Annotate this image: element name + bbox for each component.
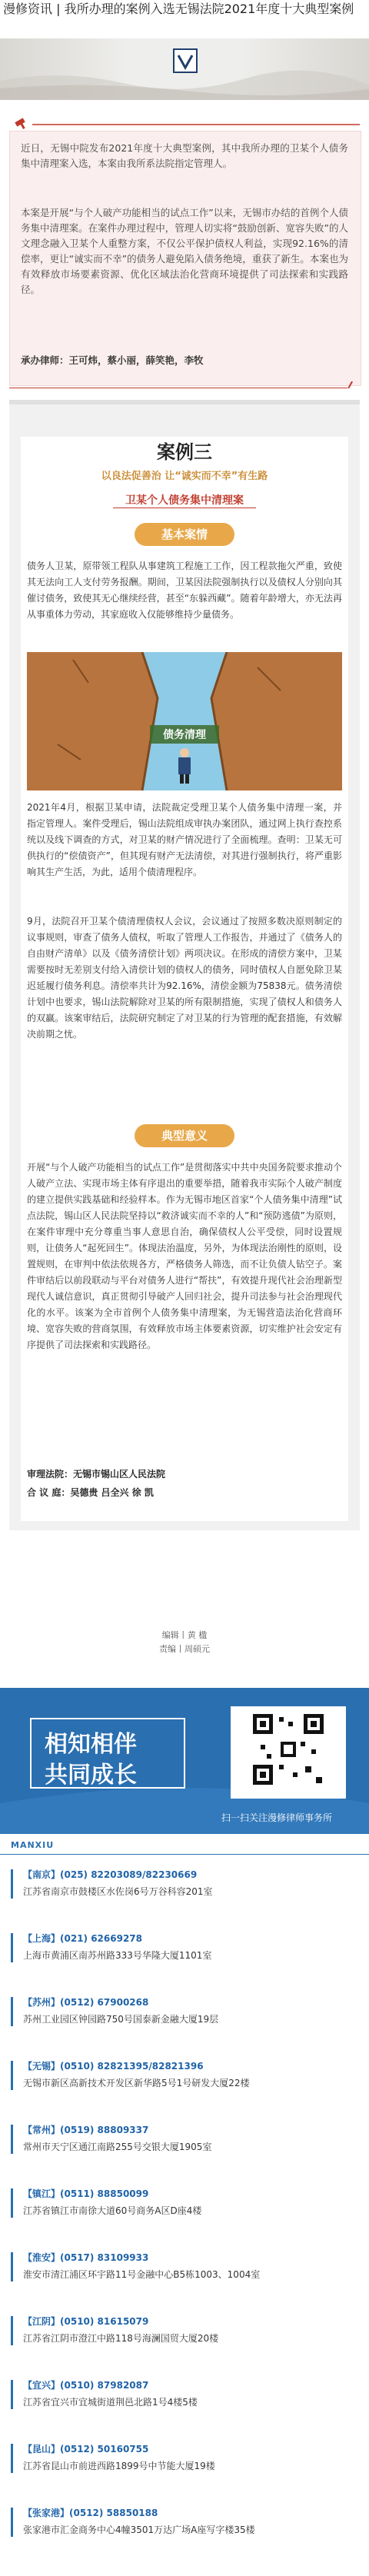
office-address: 江苏省南京市鼓楼区水佐岗6号万谷科容201室 [23,1886,213,1897]
office-name-phone [23,2506,158,2519]
intro-paragraph-1: 近日，无锡中院发布2021年度十大典型案例，其中我所办理的卫某个人债务集中清理案入选，本案由我所系法院指定管理人。 [21,142,348,169]
office-name: 【淮安】 [23,2252,61,2263]
office-name-phone [23,1868,197,1881]
office-name-phone [23,2123,148,2136]
case-section [9,400,360,1530]
location-marker-icon [11,2444,21,2473]
office-item [0,2053,369,2105]
case-card [21,437,348,1521]
case-subtitle: 以良法促善治 让“诚实而不幸”有生路 [101,471,268,482]
office-list [0,1862,369,2569]
location-marker-icon [11,2508,21,2537]
header-banner [0,38,369,100]
case-heading: 案例三 [157,441,212,463]
office-address: 苏州工业园区钟园路750号国泰新金融大厦19层 [23,2014,219,2025]
office-name-phone [23,2378,148,2391]
office-phone[interactable]: (021) 62669278 [60,1933,143,1944]
article-title: 漫修资讯 | 我所办理的案例入选无锡法院2021年度十大典型案例 [3,2,354,16]
office-name: 【南京】 [23,1869,61,1880]
reviewer-credit: 责编丨周硕元 [159,1644,210,1654]
office-name: 【江阴】 [23,2316,61,2327]
office-name: 【上海】 [23,1933,61,1944]
office-item [0,2308,369,2361]
case-title: 卫某个人债务集中清理案 [125,494,244,507]
location-marker-icon [11,2252,21,2281]
office-address: 江苏省镇江市南徐大道60号商务A区D座4楼 [23,2205,202,2216]
office-name: 【张家港】 [23,2508,70,2518]
brand-divider [0,1854,369,1855]
basic-paragraph-1: 债务人卫某，原带领工程队从事建筑工程施工工作，因工程款拖欠严重，致使其无法向工人支付劳务报酬。期间，卫某因法院强制执行以及债权人分别向其催讨债务，致使其无心继续经营，甚至“东躲西藏”。随着年龄增大，亦无法再从事重体力劳动，其家庭收入仅能够维持少量债务。 [27,561,342,620]
office-phone[interactable]: (0512) 58850188 [69,2508,158,2518]
office-item [0,2372,369,2425]
office-phone[interactable]: (0517) 83109933 [60,2252,149,2263]
office-name: 【镇江】 [23,2188,61,2199]
office-phone[interactable]: (0512) 50160755 [60,2444,149,2455]
slogan-line-2: 共同成长 [45,1762,137,1789]
office-address: 无锡市新区高新技术开发区新华路5号1号研发大厦22楼 [23,2078,250,2088]
office-name-phone [23,1932,142,1945]
lawyers-line: 承办律师：王可炜，蔡小丽，薛笑艳，李牧 [21,354,204,366]
office-address: 江苏省宜兴市宜城街道荆邑北路1号4楼5楼 [23,2397,198,2408]
location-marker-icon [11,2125,21,2154]
editor-credit: 编辑丨黄 楹 [161,1630,208,1640]
office-phone[interactable]: (0510) 82821395/82821396 [60,2061,204,2072]
office-address: 张家港市汇金商务中心4幢3501万达广场A座写字楼35楼 [23,2524,255,2535]
office-address: 常州市天宁区通江南路255号交银大厦1905室 [23,2142,212,2152]
office-name-phone [23,2442,148,2455]
gavel-icon [15,118,25,129]
debt-clearing-illustration [27,652,342,790]
location-marker-icon [11,2380,21,2409]
basic-facts-label: 基本案情 [135,523,234,546]
office-item [0,2181,369,2233]
illustration-caption: 债务清理 [163,729,206,741]
office-address: 江苏省昆山市前进西路1899号中节能大厦19楼 [23,2461,215,2471]
office-name: 【常州】 [23,2125,61,2135]
office-name: 【苏州】 [23,1997,61,2008]
footer-section [0,1688,369,2576]
intro-paragraph-2: 本案是开展“与个人破产功能相当的试点工作”以来，无锡市办结的首例个人债务集中清理案。在案件办理过程中，管理人切实将“鼓励创新、宽容失败”的人文理念融入卫某个人重整方案，不仅公平保护债权人利益，实现92.16%的清偿率，更让“诚实而不幸”的债务人避免陷入债务绝境，重获了新生。本案也为有效释放市场要素资源、优化区域法治化营商环境提供了司法探索和实践路径。 [21,207,348,295]
office-phone[interactable]: (0519) 88809337 [60,2125,149,2135]
intro-section [9,114,360,391]
location-marker-icon [11,2188,21,2218]
panel-line: 合 议 庭：吴德贵 吕全兴 徐 凯 [27,1487,154,1498]
logo-icon [174,49,197,72]
location-marker-icon [11,1869,21,1899]
location-marker-icon [11,1933,21,1962]
office-name: 【宜兴】 [23,2380,61,2391]
court-line: 审理法院：无锡市锡山区人民法院 [27,1469,166,1479]
basic-paragraph-3: 9月，法院召开卫某个债清理债权人会议，会议通过了按照多数决原则制定的议事规则，审查了债务人债权，听取了管理人工作报告，并通过了《债务人的自由财产清单》以及《债务清偿计划》两项决议。在形成的清偿方案中，卫某需要按时无差别支付给入清偿计划的债权人的债务，同时债权人自愿免除卫某迟延履行债务利息。清偿率共计为92.16%，清偿金额为75838元。债务清偿计划中也要求，锡山法院解除对卫某的所有限制措施，实现了债权人和债务人的双赢。该案审结后，法院研究制定了对卫某的行为管理的配套措施，有效解决前期之忧。 [27,916,342,1040]
office-address: 上海市黄浦区南苏州路333号华隆大厦1101室 [23,1950,212,1961]
scan-prompt: 扫一扫关注漫修律师事务所 [221,1812,332,1823]
case-top-bar [9,400,360,404]
slogan-line-1: 相知相伴 [45,1731,137,1758]
office-address: 江苏省江阴市澄江中路118号海澜国贸大厦20楼 [23,2333,219,2344]
qr-code-icon [250,1711,327,1788]
office-phone[interactable]: (0511) 88850099 [60,2188,149,2199]
office-address: 淮安市清江浦区环宇路11号金融中心B5栋1003、1004室 [23,2269,261,2280]
office-name-phone [23,2315,148,2328]
typical-significance-label: 典型意义 [135,1124,234,1147]
office-name-phone [23,1995,148,2009]
office-phone[interactable]: (025) 82203089/82230669 [60,1869,198,1880]
office-name-phone [23,2059,204,2072]
basic-paragraph-2: 2021年4月，根据卫某申请，法院裁定受理卫某个人债务集中清理一案，并指定管理人。案件受理后，锡山法院组成审执办案团队，通过网上执行查控系统以及线下调查的方式，对卫某的财产情况进行了全面梳理。查明：卫某无可供执行的“偿债资产”，但其现有财产无法清偿，对其进行强制执行，将严重影响其生产生活，为此，适用个债清理程序。 [27,802,342,877]
office-phone[interactable]: (0512) 67900268 [60,1997,149,2008]
office-phone[interactable]: (0510) 81615079 [60,2316,149,2327]
case-illustration [27,652,342,790]
footer-banner [0,1688,369,1834]
office-name-phone [23,2251,148,2264]
brand-wordmark: MANXIU [11,1840,55,1850]
office-item [0,2117,369,2169]
location-marker-icon [11,2316,21,2345]
location-marker-icon [11,2061,21,2090]
office-phone[interactable]: (0510) 87982087 [60,2380,149,2391]
office-name: 【无锡】 [23,2061,61,2072]
banner-decor [0,38,369,100]
office-name: 【昆山】 [23,2444,61,2455]
office-item [0,2245,369,2297]
office-name-phone [23,2187,148,2200]
intro-box [9,131,361,386]
gavel-divider [9,114,360,129]
office-item [0,1925,369,1978]
office-item [0,1989,369,2042]
office-item [0,2436,369,2488]
typical-paragraph: 开展“与个人破产功能相当的试点工作”是贯彻落实中共中央国务院要求推动个人破产立法、实现市场主体有序退出的重要举措，随着我市实际个人破产制度的建立提供实践基础和经验样本。作为无锡市地区首家“个人债务集中清理”试点法院，锡山区人民法院坚持以“救济诚实而不幸的人”和“预防逃债”为原则，在案件审理中充分尊重当事人意思自治，确保债权人公平受偿，同时设置规则，让债务人“起死回生”。体现法治温度，另外，为体现法治刚性的原则，设置规则，在审判中依法依规各方，严格债务人筛选，而不让负债人钻空子。案件审结后以前段联动与平台对债务人进行“帮扶”，有效提升现代社会治理新型现代人诚信意识，真正贯彻引导破产人回归社会，提升司法参与社会治理现代化的水平。该案为全市首例个人债务集中清理案，为无锡营造法治化营商环境、宽容失败的营商氛围，有效释放市场主体要素资源，切实维护社会安定有序提供了司法探索和实践路径。 [27,1162,342,1350]
location-marker-icon [11,1997,21,2026]
office-item [0,1862,369,1914]
office-item [0,2500,369,2552]
